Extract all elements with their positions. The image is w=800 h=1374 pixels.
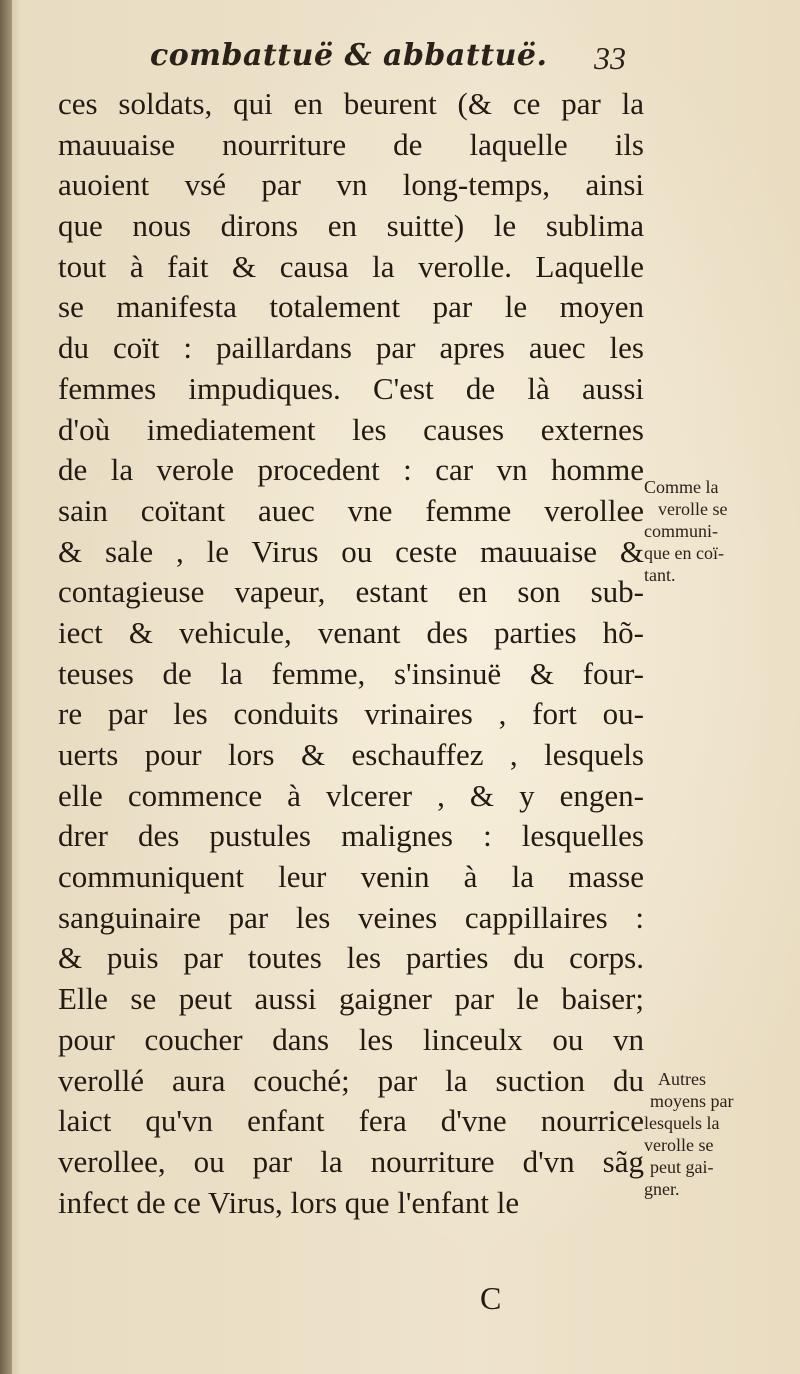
text-line: d'où imediatement les causes externes [58, 411, 644, 447]
text-line: pour coucher dans les linceulx ou vn [58, 1021, 644, 1057]
text-line: auoient vsé par vn long-temps, ainsi [58, 167, 644, 203]
text-line: Elle se peut aussi gaigner par le baiser; [58, 981, 644, 1017]
text-line: uerts pour lors & eschauffez , lesquels [58, 737, 644, 772]
text-line: & sale , le Virus ou ceste mauuaise & [58, 533, 644, 569]
text-line: que nous dirons en suitte) le sublima [58, 208, 644, 244]
text-line: de la verole procedent : car vn homme [58, 452, 644, 488]
text-line: verollee, ou par la nourriture d'vn sãg [58, 1143, 644, 1179]
text-line: contagieuse vapeur, estant en son sub- [58, 574, 644, 610]
text-line: sain coïtant auec vne femme verollee [58, 492, 644, 528]
marginal-note-transmission [644, 476, 727, 586]
marginal-line: Autres [658, 1069, 706, 1089]
binding-gutter [0, 0, 12, 1374]
marginal-line: verolle se [644, 1135, 714, 1155]
marginal-note-other-means [644, 1068, 733, 1200]
text-line: communiquent leur venin à la masse [58, 859, 644, 895]
marginal-line: communi- [644, 521, 718, 541]
text-line: infect de ce Virus, lors que l'enfant le [58, 1184, 520, 1220]
marginal-line: peut gai- [650, 1157, 714, 1177]
marginal-line: gner. [644, 1179, 680, 1199]
text-line: femmes impudiques. C'est de là aussi [58, 370, 644, 406]
marginal-line: Comme la [644, 477, 719, 497]
marginal-line: verolle se [658, 499, 728, 519]
text-line: drer des pustules malignes : lesquelles [58, 818, 644, 854]
text-line: verollé aura couché; par la suction du [58, 1062, 644, 1098]
text-line: tout à fait & causa la verolle. Laquelle [58, 248, 644, 284]
running-head: combattuë & abbattuë. [150, 38, 548, 73]
marginal-line: tant. [644, 565, 676, 585]
text-line: elle commence à vlcerer , & y engen- [58, 777, 644, 813]
page-number: 33 [594, 40, 626, 76]
marginal-line: que en coï- [644, 543, 724, 563]
signature-mark: C [480, 1280, 502, 1316]
marginal-line: lesquels la [644, 1113, 720, 1133]
text-line: re par les conduits vrinaires , fort ou- [58, 696, 644, 732]
text-line: se manifesta totalement par le moyen [58, 289, 644, 325]
text-line: laict qu'vn enfant fera d'vne nourrice [58, 1103, 644, 1139]
text-line: mauuaise nourriture de laquelle ils [58, 126, 644, 162]
text-line: iect & vehicule, venant des parties hõ- [58, 614, 644, 650]
text-line: sanguinaire par les veines cappillaires : [58, 899, 644, 935]
text-line: du coït : paillardans par apres auec les [58, 330, 644, 366]
body-text [58, 84, 644, 1223]
text-line: teuses de la femme, s'insinuë & four- [58, 655, 644, 691]
text-line: ces soldats, qui en beurent (& ce par la [58, 86, 644, 121]
marginal-line: moyens par [650, 1091, 734, 1111]
text-line: & puis par toutes les parties du corps. [58, 940, 644, 976]
